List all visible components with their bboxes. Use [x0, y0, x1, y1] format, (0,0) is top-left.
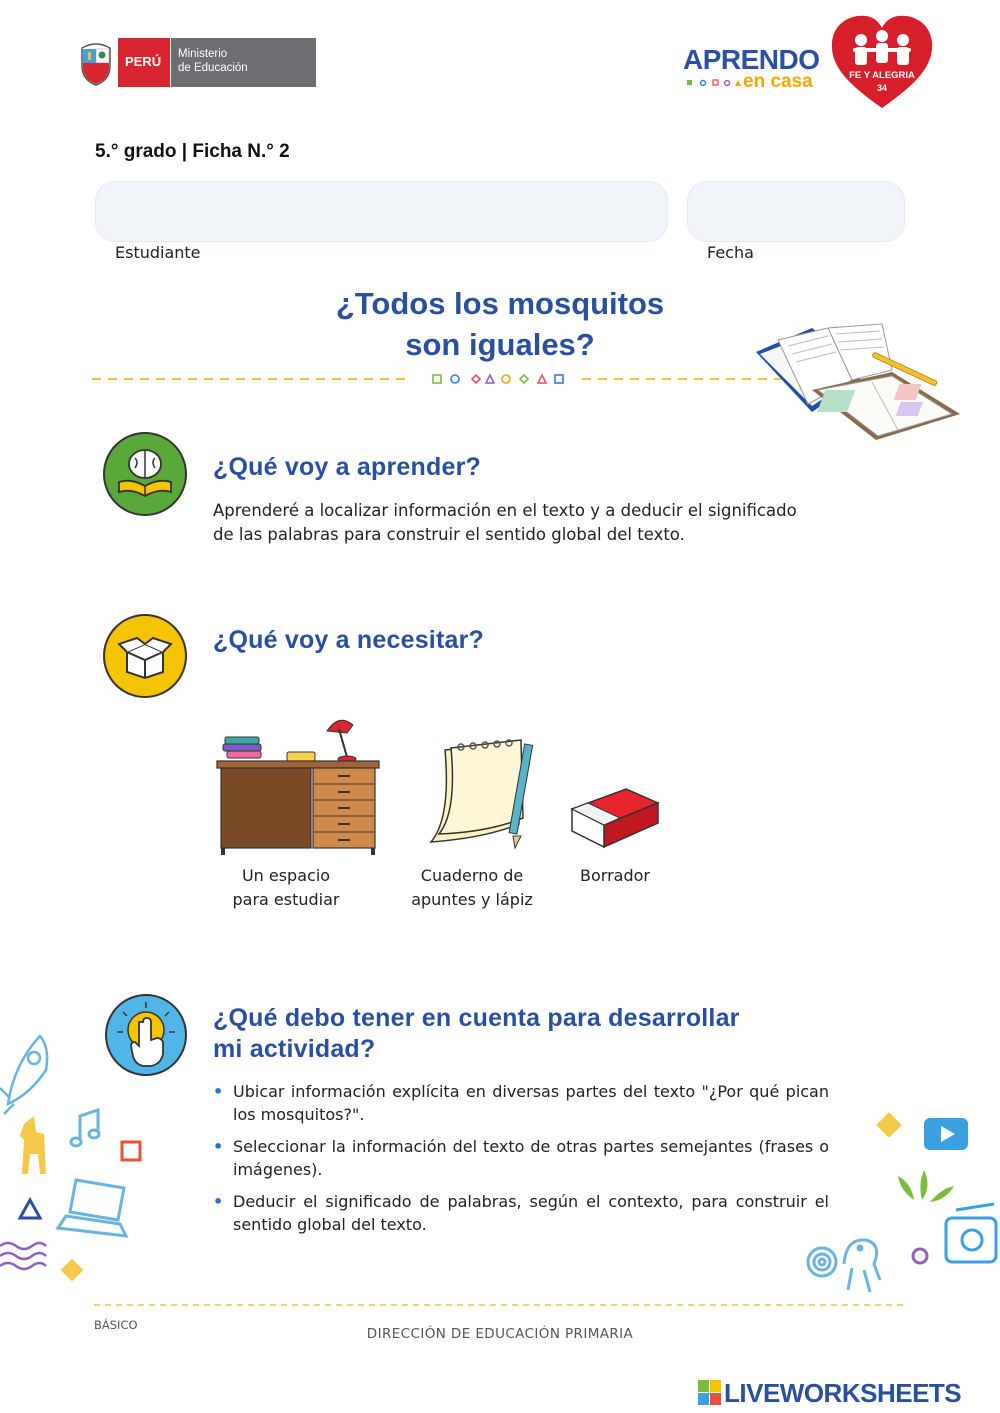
need-item-desk-line2: para estudiar — [232, 890, 340, 909]
page-title-line1: ¿Todos los mosquitos — [335, 286, 665, 321]
footer-direction: DIRECCIÓN DE EDUCACIÓN PRIMARIA — [366, 1326, 634, 1342]
coat-of-arms-icon — [78, 40, 114, 86]
need-item-notebook-line1: Cuaderno de — [420, 866, 524, 885]
learn-text-line2: de las palabras para construir el sentido global del texto. — [213, 525, 685, 544]
list-item: • Ubicar información explícita en diversas partes del texto "¿Por qué pican los mosquitos?". — [213, 1080, 829, 1126]
brand-en-casa: en casa — [743, 71, 813, 92]
need-item-eraser-label: Borrador — [580, 866, 650, 885]
heart-icon — [828, 12, 936, 112]
consider-list — [213, 1080, 829, 1245]
footer-level: BÁSICO — [94, 1318, 138, 1332]
heart-line1: FE Y ALEGRIA — [849, 70, 915, 81]
consider-heading-line2: mi actividad? — [213, 1035, 376, 1063]
fe-y-alegria-heart — [828, 12, 936, 112]
liveworksheets-text: LIVEWORKSHEETS — [724, 1378, 962, 1408]
brand-shapes-icon — [687, 78, 741, 88]
learn-heading: ¿Qué voy a aprender? — [213, 453, 481, 481]
need-item-desk-line1: Un espacio — [241, 866, 331, 885]
brain-book-icon — [101, 430, 189, 518]
footer-divider — [94, 1300, 906, 1310]
learn-text-line1: Aprenderé a localizar información en el texto y a deducir el significado — [213, 501, 797, 520]
consider-heading — [213, 1003, 853, 1065]
heart-line2: 34 — [876, 83, 887, 93]
date-field[interactable] — [687, 181, 905, 242]
notebook-pencil-icon — [425, 738, 537, 850]
list-item: • Deducir el significado de palabras, según el contexto, para construir el sentido global del texto. — [213, 1190, 829, 1236]
aprendo-en-casa-logo — [683, 40, 833, 98]
need-heading: ¿Qué voy a necesitar? — [213, 626, 484, 654]
desk-icon — [215, 711, 381, 855]
left-decorations-icon — [0, 1024, 160, 1286]
liveworksheets-watermark — [698, 1378, 998, 1408]
page-title — [250, 283, 750, 365]
books-illustration-icon — [752, 322, 962, 444]
government-logo — [78, 38, 316, 87]
peru-label: PERÚ — [125, 54, 162, 69]
date-label: Fecha — [707, 243, 754, 262]
consider-heading-line1: ¿Qué debo tener en cuenta para desarrollar — [213, 1004, 740, 1032]
learn-text — [213, 499, 833, 547]
right-decorations-icon — [790, 1104, 1000, 1304]
page-title-line2: son iguales? — [405, 327, 595, 362]
open-box-icon — [101, 612, 189, 700]
eraser-icon — [568, 785, 662, 855]
liveworksheets-logo-icon — [698, 1380, 722, 1406]
need-item-notebook-line2: apuntes y lápiz — [411, 890, 533, 909]
ministry-line1: Ministerio — [178, 48, 228, 60]
ministry-line2: de Educación — [178, 62, 248, 74]
brand-aprendo: APRENDO — [683, 44, 820, 75]
need-item-notebook-label — [398, 864, 546, 912]
list-item: • Seleccionar la información del texto de otras partes semejantes (frases o imágenes). — [213, 1135, 829, 1181]
student-label: Estudiante — [115, 243, 201, 262]
title-divider — [92, 370, 792, 388]
need-item-desk-label — [215, 864, 357, 912]
grade-line: 5.° grado | Ficha N.° 2 — [95, 141, 290, 162]
student-field[interactable] — [95, 181, 668, 242]
